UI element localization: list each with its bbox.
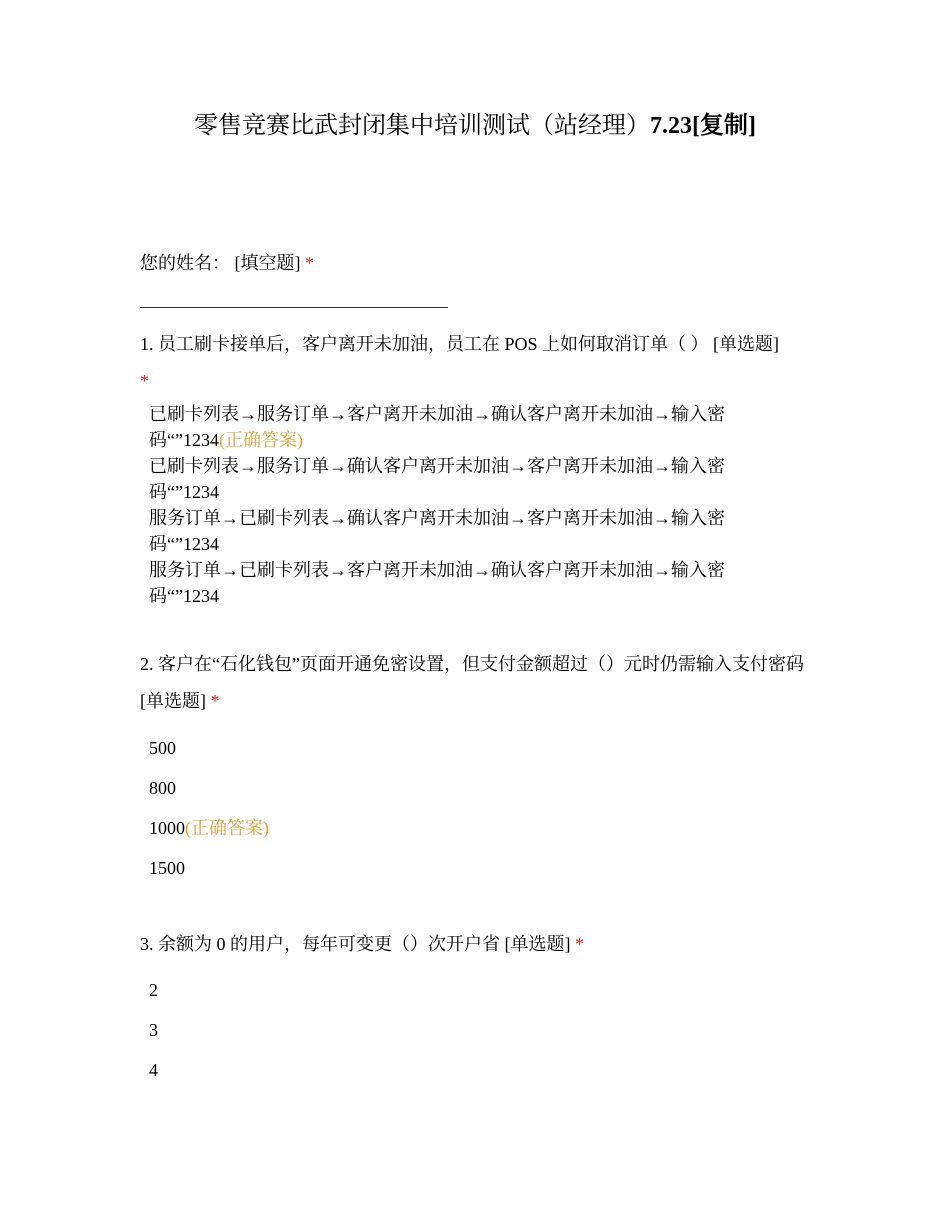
required-mark: * [575,934,584,954]
option-3a[interactable] [149,977,759,1003]
correct-answer-tag: (正确答案) [218,430,303,450]
option-text: 码“”1234 [149,482,219,502]
option-text: 码“”1234 [149,534,219,554]
option-text: 服务订单→已刷卡列表→确认客户离开未加油→客户离开未加油→输入密 [149,508,725,528]
option-text: 500 [149,738,176,758]
question-text: 2. 客户在“石化钱包”页面开通免密设置，但支付金额超过（）元时仍需输入支付密码 [单选题] [140,654,804,711]
correct-answer-tag: (正确答案) [185,818,269,838]
option-2d[interactable] [149,855,759,881]
option-text: 4 [149,1060,158,1080]
name-label: 您的姓名： [140,253,230,273]
required-mark: * [305,253,314,273]
name-question [140,245,815,282]
option-2c[interactable] [149,815,759,841]
option-text: 1000 [149,818,185,838]
option-text: 2 [149,980,158,1000]
option-text: 1500 [149,858,185,878]
required-mark: * [210,691,220,711]
option-1d[interactable] [149,557,759,609]
question-2 [140,646,815,720]
option-text: 已刷卡列表→服务订单→确认客户离开未加油→客户离开未加油→输入密 [149,456,725,476]
page-title [0,111,950,141]
option-3c[interactable] [149,1057,759,1083]
name-answer-line[interactable] [140,307,448,308]
question-1 [140,326,815,400]
option-text: 800 [149,778,176,798]
option-1b[interactable] [149,453,759,505]
question-3 [140,926,815,963]
option-text: 码“”1234 [149,430,219,450]
option-text: 服务订单→已刷卡列表→客户离开未加油→确认客户离开未加油→输入密 [149,560,725,580]
option-3b[interactable] [149,1017,759,1043]
question-text: 3. 余额为 0 的用户，每年可变更（）次开户省 [单选题] [140,934,571,954]
option-1c[interactable] [149,505,759,557]
required-mark: * [140,371,149,391]
option-text: 已刷卡列表→服务订单→客户离开未加油→确认客户离开未加油→输入密 [149,404,725,424]
option-text: 3 [149,1020,158,1040]
option-text: 码“”1234 [149,586,219,606]
option-2b[interactable] [149,775,759,801]
question-type: [填空题] [234,253,301,273]
title-text: 零售竞赛比武封闭集中培训测试（站经理） [194,113,650,139]
title-suffix: 7.23[复制] [650,113,756,139]
question-text: 1. 员工刷卡接单后，客户离开未加油，员工在 POS 上如何取消订单（ ） [单选题] [140,334,780,354]
option-2a[interactable] [149,735,759,761]
option-1a[interactable] [149,401,759,453]
